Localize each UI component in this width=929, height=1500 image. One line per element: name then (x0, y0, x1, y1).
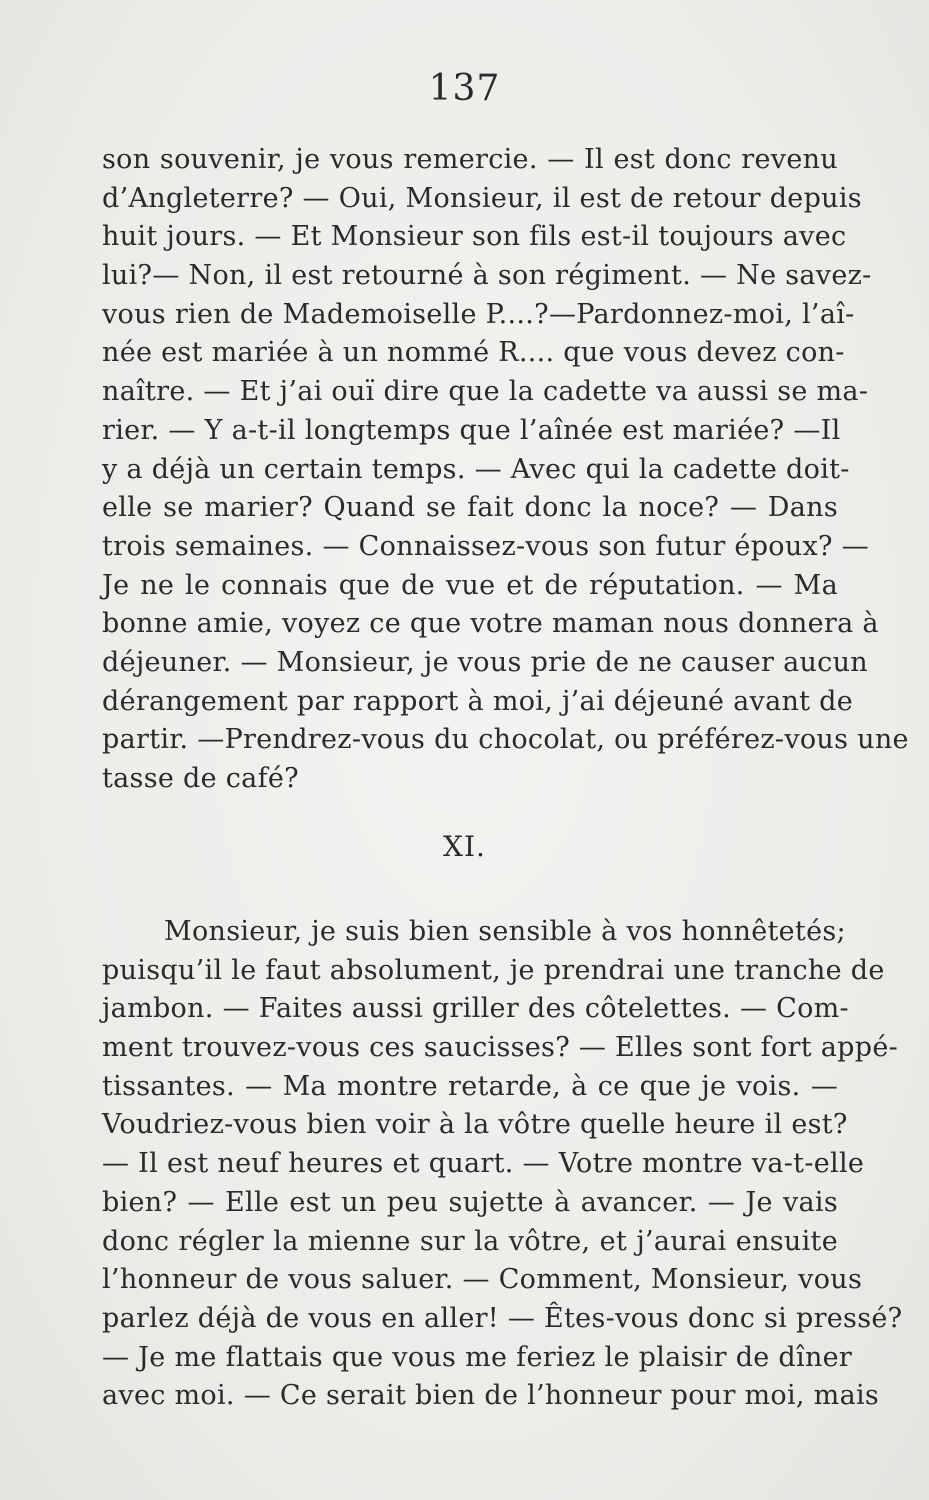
text-line: huit jours. — Et Monsieur son fils est-il toujours avec (102, 221, 847, 253)
text-line: bien? — Elle est un peu sujette à avancer. — Je vais (102, 1186, 838, 1218)
text-line: avec moi. — Ce serait bien de l’honneur pour moi, mais (102, 1380, 880, 1412)
text-line: vous rien de Mademoiselle P....?—Pardonnez-moi, l’aî- (102, 298, 855, 330)
text-line: parlez déjà de vous en aller! — Êtes-vous donc si pressé? (102, 1302, 903, 1334)
text-line: donc régler la mienne sur la vôtre, et j’aurai ensuite (102, 1225, 838, 1257)
section-heading: XI. (443, 830, 486, 863)
text-line: Je ne le connais que de vue et de réputation. — Ma (102, 569, 838, 601)
text-line: tasse de café? (102, 763, 299, 794)
text-line: puisqu’il le faut absolument, je prendrai une tranche de (102, 954, 885, 986)
text-line: jambon. — Faites aussi griller des côtelettes. — Com- (102, 993, 849, 1025)
text-line: elle se marier? Quand se fait donc la noce? — Dans (102, 492, 838, 524)
text-line: ment trouvez-vous ces saucisses? — Elles sont fort appé- (102, 1032, 899, 1064)
text-line: rier. — Y a-t-il longtemps que l’aînée est mariée? —Il (102, 414, 841, 446)
text-line: Voudriez-vous bien voir à la vôtre quelle heure il est? (102, 1109, 848, 1141)
page-number: 137 (428, 68, 501, 109)
text-line: y a déjà un certain temps. — Avec qui la cadette doit- (102, 453, 850, 485)
text-line: l’honneur de vous saluer. — Comment, Monsieur, vous (102, 1264, 863, 1296)
text-line: — Il est neuf heures et quart. — Votre montre va-t-elle (102, 1148, 865, 1180)
text-line: déjeuner. — Monsieur, je vous prie de ne causer aucun (102, 646, 868, 678)
text-line: Monsieur, je suis bien sensible à vos honnêtetés; (164, 916, 846, 947)
text-line: bonne amie, voyez ce que votre maman nous donnera à (102, 608, 879, 640)
text-line: trois semaines. — Connaissez-vous son futur époux? — (102, 530, 870, 562)
text-line: dérangement par rapport à moi, j’ai déjeuné avant de (102, 685, 854, 717)
text-line: tissantes. — Ma montre retarde, à ce que je vois. — (102, 1070, 838, 1102)
text-line: lui?— Non, il est retourné à son régiment. — Ne savez- (102, 260, 872, 292)
text-line: d’Angleterre? — Oui, Monsieur, il est de retour depuis (102, 182, 862, 214)
text-line: son souvenir, je vous remercie. — Il est donc revenu (102, 144, 838, 175)
text-line: — Je me flattais que vous me feriez le plaisir de dîner (102, 1341, 853, 1373)
text-line: naître. — Et j’ai ouï dire que la cadette va aussi se ma- (102, 376, 869, 408)
text-line: née est mariée à un nommé R.... que vous devez con- (102, 337, 845, 369)
paragraph-2 (102, 913, 903, 1416)
paragraph-1 (102, 141, 909, 799)
text-line: partir. —Prendrez-vous du chocolat, ou préférez-vous une (102, 724, 909, 756)
